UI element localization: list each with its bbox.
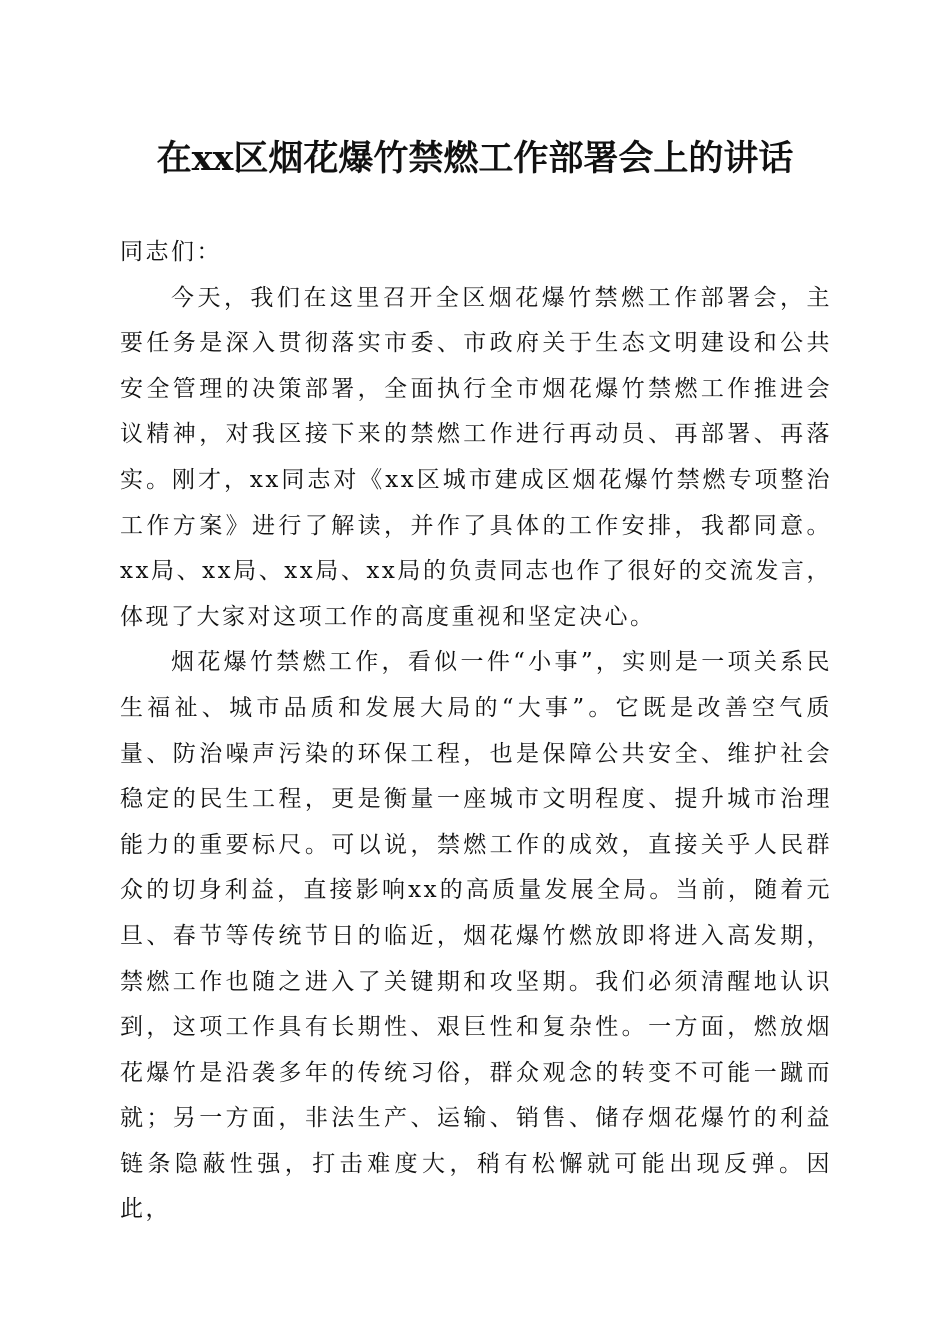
document-body: [120, 230, 832, 1233]
document-title: 在xx区烟花爆竹禁燃工作部署会上的讲话: [156, 138, 794, 179]
paragraph-2: 烟花爆竹禁燃工作，看似一件“小事”，实则是一项关系民生福祉、城市品质和发展大局的“大事”。它既是改善空气质量、防治噪声污染的环保工程，也是保障公共安全、维护社会稳定的民生工程，更是衡量一座城市文明程度、提升城市治理能力的重要标尺。可以说，禁燃工作的成效，直接关乎人民群众的切身利益，直接影响xx的高质量发展全局。当前，随着元旦、春节等传统节日的临近，烟花爆竹燃放即将进入高发期，禁燃工作也随之进入了关键期和攻坚期。我们必须清醒地认识到，这项工作具有长期性、艰巨性和复杂性。一方面，燃放烟花爆竹是沿袭多年的传统习俗，群众观念的转变不可能一蹴而就；另一方面，非法生产、运输、销售、储存烟花爆竹的利益链条隐蔽性强，打击难度大，稍有松懈就可能出现反弹。因此，: [120, 649, 832, 1223]
paragraph-1: 今天，我们在这里召开全区烟花爆竹禁燃工作部署会，主要任务是深入贯彻落实市委、市政府关于生态文明建设和公共安全管理的决策部署，全面执行全市烟花爆竹禁燃工作推进会议精神，对我区接下来的禁燃工作进行再动员、再部署、再落实。刚才，xx同志对《xx区城市建成区烟花爆竹禁燃专项整治工作方案》进行了解读，并作了具体的工作安排，我都同意。xx局、xx局、xx局、xx局的负责同志也作了很好的交流发言，体现了大家对这项工作的高度重视和坚定决心。: [120, 284, 832, 630]
salutation: 同志们：: [120, 239, 222, 265]
